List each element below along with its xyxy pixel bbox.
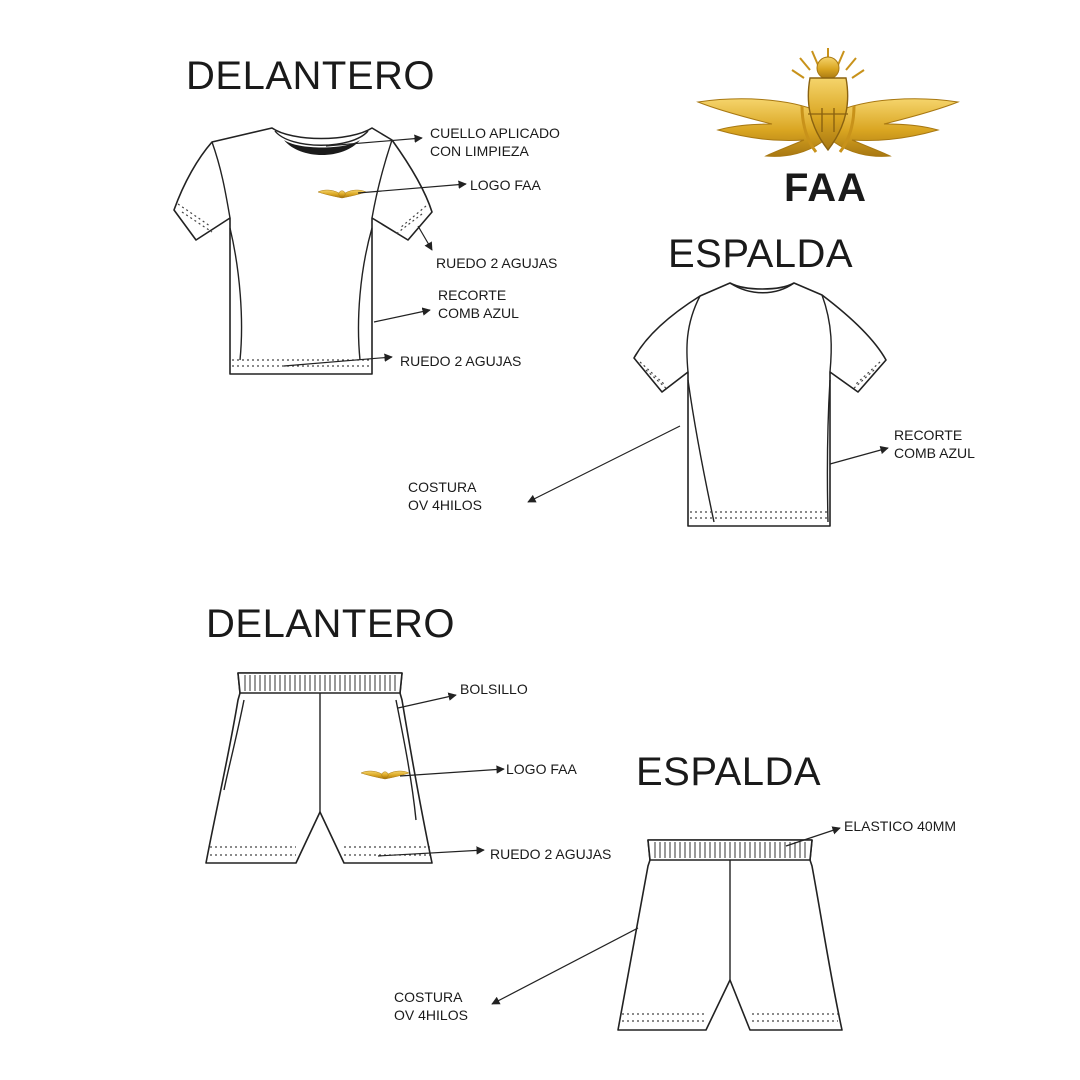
tshirt-front [174, 128, 432, 374]
faa-winged-emblem-icon [698, 48, 958, 156]
shorts-back-title: ESPALDA [636, 750, 822, 794]
label-side-panel [438, 286, 519, 322]
leader-elastic [786, 828, 840, 846]
label-back-side-panel-line-1: RECORTE [894, 427, 963, 443]
leader-sleeve-hem [418, 226, 432, 250]
shorts-back [618, 840, 842, 1030]
leader-back-seam [528, 426, 680, 502]
leader-shorts-logo [400, 769, 504, 776]
label-back-side-panel-line-2: COMB AZUL [894, 445, 975, 461]
label-collar-line-1: CUELLO APLICADO [430, 125, 560, 141]
shirt-back-title: ESPALDA [668, 232, 854, 276]
label-collar-line-2: CON LIMPIEZA [430, 143, 529, 159]
label-elastic: ELASTICO 40MM [844, 818, 957, 834]
label-side-panel-line-1: RECORTE [438, 287, 507, 303]
leader-back-side-panel [830, 448, 888, 464]
label-shorts-back-seam [394, 988, 468, 1024]
tshirt-back [634, 283, 886, 526]
shirt-front-title: DELANTERO [186, 54, 435, 98]
label-logo-faa: LOGO FAA [470, 177, 541, 193]
label-shorts-back-seam-line-2: OV 4HILOS [394, 1007, 468, 1023]
label-back-seam [408, 478, 482, 514]
shorts-front-title: DELANTERO [206, 602, 455, 646]
shorts-front [206, 673, 432, 863]
label-shorts-hem: RUEDO 2 AGUJAS [490, 846, 612, 862]
label-back-side-panel [894, 426, 975, 462]
label-sleeve-hem: RUEDO 2 AGUJAS [436, 255, 558, 271]
label-shorts-back-seam-line-1: COSTURA [394, 989, 463, 1005]
label-pocket: BOLSILLO [460, 681, 528, 697]
label-back-seam-line-2: OV 4HILOS [408, 497, 482, 513]
label-collar [430, 124, 560, 160]
label-shorts-logo: LOGO FAA [506, 761, 577, 777]
leader-pocket [398, 695, 456, 708]
label-back-seam-line-1: COSTURA [408, 479, 477, 495]
label-side-panel-line-2: COMB AZUL [438, 305, 519, 321]
label-bottom-hem: RUEDO 2 AGUJAS [400, 353, 522, 369]
brand-text: FAA [784, 166, 867, 210]
leader-shorts-back-seam [492, 928, 638, 1004]
leader-side-panel [374, 310, 430, 322]
